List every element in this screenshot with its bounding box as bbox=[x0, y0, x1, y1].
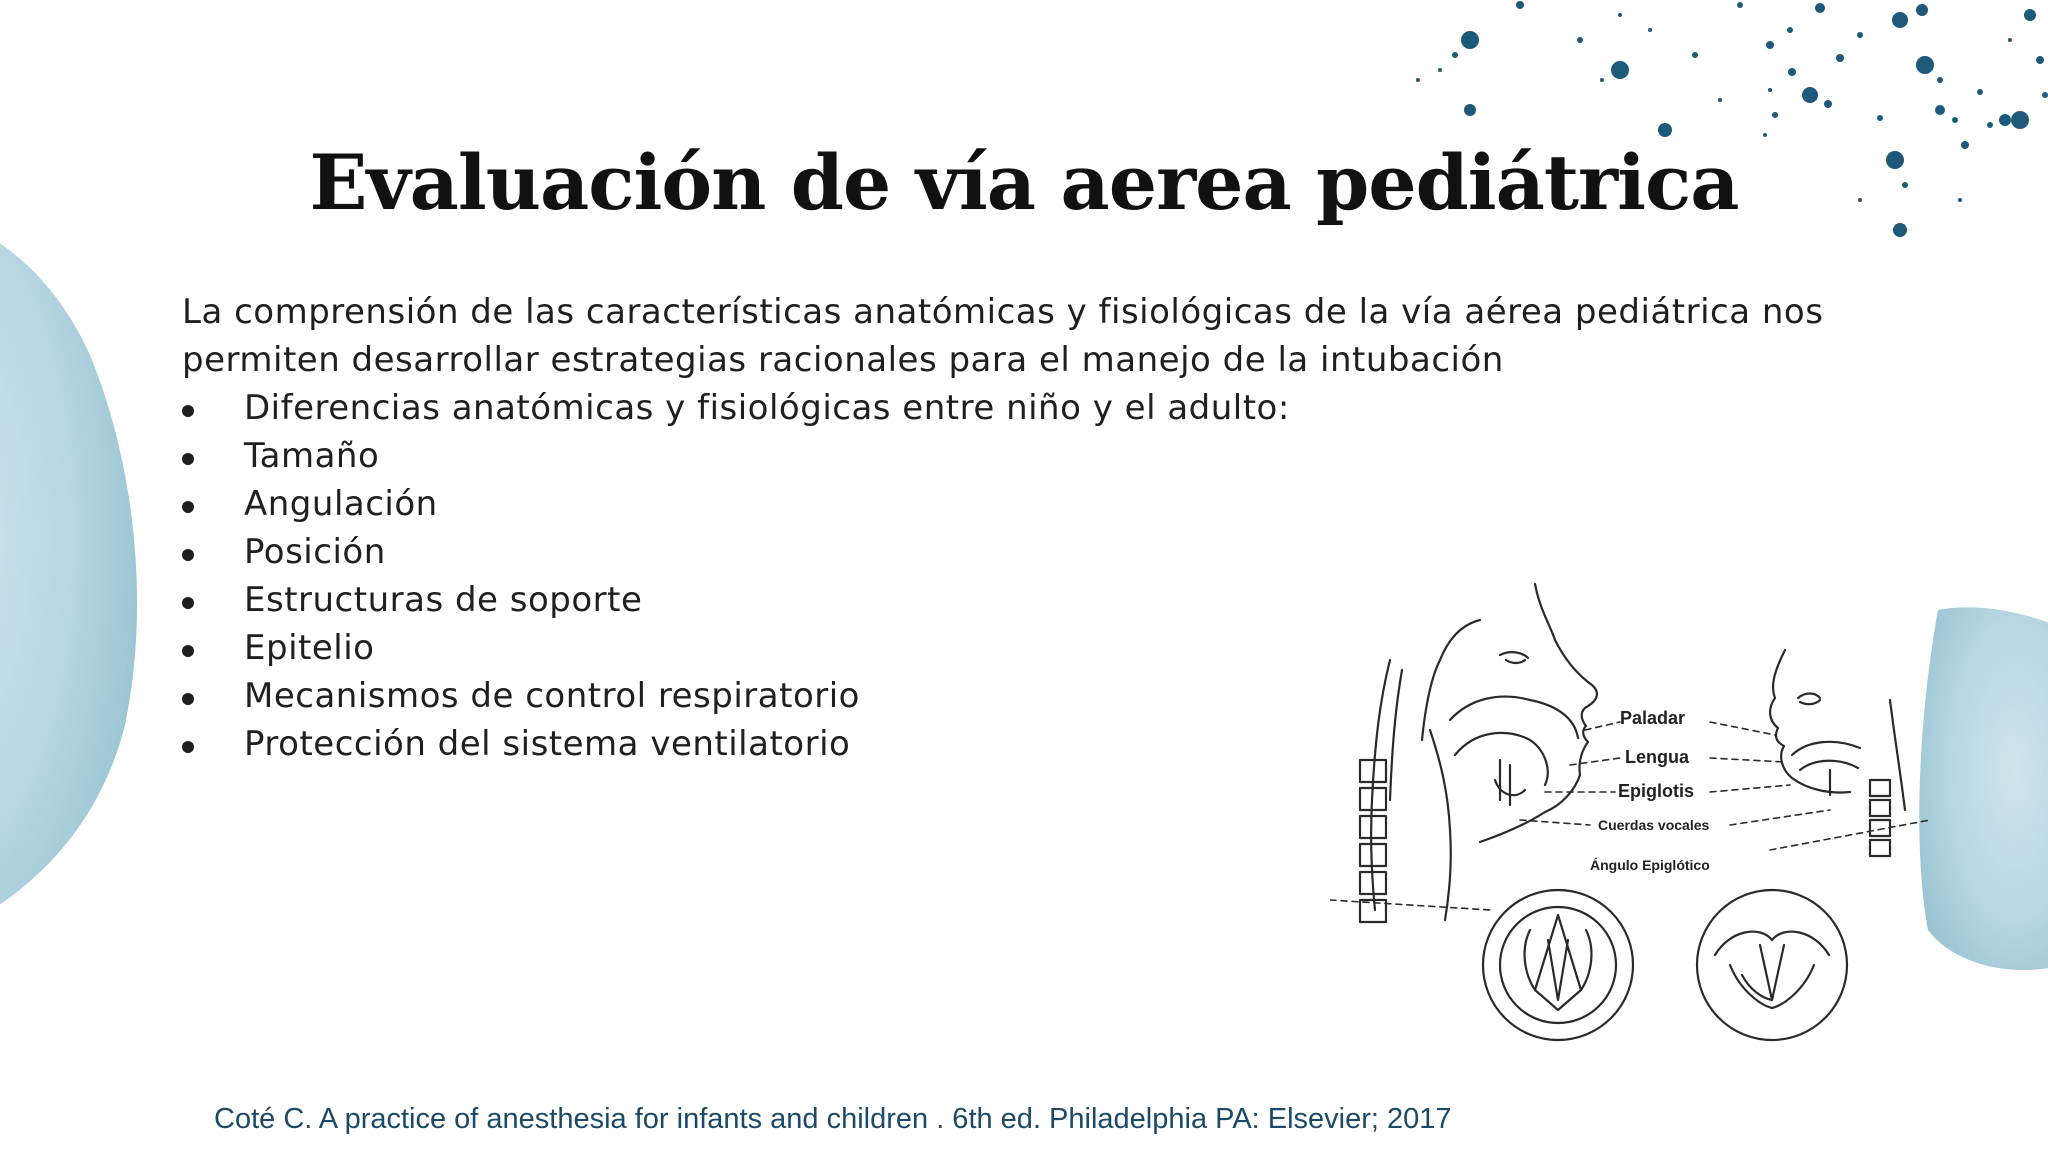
bullet-item bbox=[182, 480, 1290, 528]
figure-label-cuerdas-vocales: Cuerdas vocales bbox=[1598, 817, 1710, 833]
figure-label-lengua: Lengua bbox=[1625, 747, 1690, 767]
adult-glottis-illustration bbox=[1483, 890, 1633, 1040]
bullet-text: Posición bbox=[244, 532, 386, 572]
citation-reference: Coté C. A practice of anesthesia for infants and children . 6th ed. Philadelphia PA: Elsevier; 2017 bbox=[214, 1103, 1452, 1135]
slide-title: Evaluación de vía aerea pediátrica bbox=[309, 138, 1739, 227]
figure-label-paladar: Paladar bbox=[1620, 708, 1686, 728]
bullet-text: Mecanismos de control respiratorio bbox=[244, 676, 860, 716]
bullet-item bbox=[182, 384, 1290, 432]
figure-label-epiglotis: Epiglotis bbox=[1618, 781, 1694, 801]
bullet-text: Estructuras de soporte bbox=[244, 580, 643, 620]
watercolor-blob-right bbox=[1918, 600, 2048, 980]
bullet-icon bbox=[182, 501, 194, 513]
bullet-item bbox=[182, 624, 1290, 672]
bullet-icon bbox=[182, 453, 194, 465]
bullet-item bbox=[182, 576, 1290, 624]
bullet-icon bbox=[182, 549, 194, 561]
bullet-item bbox=[182, 528, 1290, 576]
bullet-text: Protección del sistema ventilatorio bbox=[244, 724, 851, 764]
child-head-profile-illustration bbox=[1770, 650, 1905, 810]
bullet-icon bbox=[182, 405, 194, 417]
figure-label-angulo-epiglotico: Ángulo Epiglótico bbox=[1590, 857, 1710, 873]
bullet-list bbox=[182, 384, 1290, 768]
bullet-text: Diferencias anatómicas y fisiológicas entre niño y el adulto: bbox=[244, 388, 1290, 428]
airway-anatomy-figure bbox=[1330, 580, 1930, 1050]
bullet-text: Angulación bbox=[244, 484, 438, 524]
watercolor-blob-left bbox=[0, 205, 145, 945]
bullet-text: Tamaño bbox=[244, 436, 380, 476]
child-glottis-illustration bbox=[1697, 890, 1847, 1040]
bullet-icon bbox=[182, 645, 194, 657]
child-vertebrae-illustration bbox=[1870, 780, 1890, 856]
bullet-text: Epitelio bbox=[244, 628, 375, 668]
bullet-item bbox=[182, 672, 1290, 720]
bullet-icon bbox=[182, 693, 194, 705]
bullet-icon bbox=[182, 597, 194, 609]
bullet-item bbox=[182, 432, 1290, 480]
bullet-item bbox=[182, 720, 1290, 768]
adult-head-profile-illustration bbox=[1371, 584, 1597, 920]
intro-paragraph: La comprensión de las características anatómicas y fisiológicas de la vía aérea pediátrica nos permiten desarrollar estrategias racionales para el manejo de la intubación bbox=[182, 292, 1824, 380]
bullet-icon bbox=[182, 741, 194, 753]
